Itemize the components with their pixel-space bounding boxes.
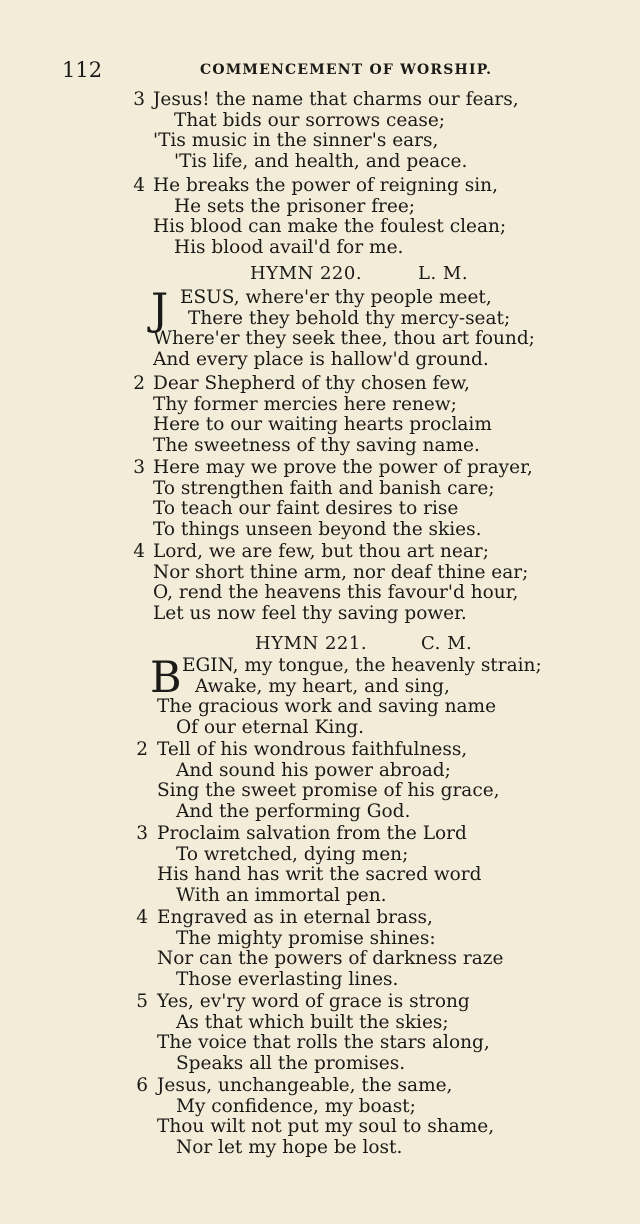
running-title: COMMENCEMENT OF WORSHIP. xyxy=(200,62,493,78)
verse-line: The gracious work and saving name xyxy=(157,696,497,718)
verse-line: Where'er they seek thee, thou art found; xyxy=(153,328,535,350)
hymn-title: HYMN 220. xyxy=(250,263,363,284)
hymn-heading xyxy=(0,262,640,286)
drop-cap: J xyxy=(151,285,169,335)
verse-line: Yes, ev'ry word of grace is strong xyxy=(157,991,470,1012)
verse-line: There they behold thy mercy-seat; xyxy=(188,307,511,329)
verse-line: 'Tis music in the sinner's ears, xyxy=(153,130,439,152)
verse-number: 2 xyxy=(133,373,145,394)
verse-number: 2 xyxy=(136,739,148,760)
verse-block xyxy=(0,740,640,822)
verse-block xyxy=(0,908,640,990)
verse-line: Thou wilt not put my soul to shame, xyxy=(157,1116,495,1138)
verse-line: The voice that rolls the stars along, xyxy=(157,1032,490,1054)
verse-line: Jesus, unchangeable, the same, xyxy=(157,1075,453,1096)
verse-block xyxy=(0,542,640,624)
verse-number: 3 xyxy=(133,89,145,110)
verse-number: 3 xyxy=(136,823,148,844)
verse-block xyxy=(0,1076,640,1158)
verse-line: And sound his power abroad; xyxy=(176,759,451,781)
verse-line: Speaks all the promises. xyxy=(176,1052,406,1074)
verse-line: My confidence, my boast; xyxy=(176,1095,416,1117)
verse-block xyxy=(0,90,640,172)
verse-line: He breaks the power of reigning sin, xyxy=(153,175,498,196)
hymn-title: HYMN 221. xyxy=(255,633,368,654)
hymn-meter: L. M. xyxy=(418,263,469,284)
hymn-heading xyxy=(0,632,640,656)
verse-line: Engraved as in eternal brass, xyxy=(157,907,433,928)
verse-line: Thy former mercies here renew; xyxy=(153,393,457,415)
verse-number: 4 xyxy=(133,541,145,562)
page-number: 112 xyxy=(62,58,103,82)
verse-line: He sets the prisoner free; xyxy=(174,195,416,217)
verse-line: Lord, we are few, but thou art near; xyxy=(153,541,489,562)
verse-line: Nor can the powers of darkness raze xyxy=(157,948,504,970)
verse-line: His blood avail'd for me. xyxy=(174,236,404,258)
verse-line: Those everlasting lines. xyxy=(176,968,399,990)
verse-line: And every place is hallow'd ground. xyxy=(153,348,489,370)
verse-line: As that which built the skies; xyxy=(176,1011,449,1033)
verse-number: 6 xyxy=(136,1075,148,1096)
verse-line: EGIN, my tongue, the heavenly strain; xyxy=(182,655,542,676)
verse-line: Tell of his wondrous faithfulness, xyxy=(157,739,468,760)
hymn-meter: C. M. xyxy=(421,633,473,654)
verse-line: Here to our waiting hearts proclaim xyxy=(153,414,492,436)
verse-line: Jesus! the name that charms our fears, xyxy=(153,89,519,110)
verse-line: 'Tis life, and health, and peace. xyxy=(174,150,468,172)
verse-line: Let us now feel thy saving power. xyxy=(153,602,467,624)
verse-block xyxy=(0,285,640,370)
verse-line: Proclaim salvation from the Lord xyxy=(157,823,467,844)
verse-line: The sweetness of thy saving name. xyxy=(153,434,480,456)
verse-line: That bids our sorrows cease; xyxy=(174,109,446,131)
verse-line: To things unseen beyond the skies. xyxy=(153,518,482,540)
verse-line: His hand has writ the sacred word xyxy=(157,864,482,886)
verse-line: O, rend the heavens this favour'd hour, xyxy=(153,582,519,604)
verse-line: Of our eternal King. xyxy=(176,716,364,738)
verse-line: Nor let my hope be lost. xyxy=(176,1136,403,1158)
verse-line: His blood can make the foulest clean; xyxy=(153,216,507,238)
verse-line: Sing the sweet promise of his grace, xyxy=(157,780,500,802)
verse-line: Dear Shepherd of thy chosen few, xyxy=(153,373,470,394)
page-header xyxy=(62,58,544,84)
verse-block xyxy=(0,653,640,738)
verse-block xyxy=(0,824,640,906)
verse-block xyxy=(0,374,640,456)
verse-line: To wretched, dying men; xyxy=(176,843,409,865)
verse-number: 4 xyxy=(136,907,148,928)
verse-line: To strengthen faith and banish care; xyxy=(153,477,495,499)
verse-line: Nor short thine arm, nor deaf thine ear; xyxy=(153,561,529,583)
verse-number: 4 xyxy=(133,175,145,196)
verse-line: The mighty promise shines: xyxy=(176,927,436,949)
verse-line: With an immortal pen. xyxy=(176,884,387,906)
verse-block xyxy=(0,458,640,540)
verse-line: To teach our faint desires to rise xyxy=(153,498,459,520)
verse-block xyxy=(0,992,640,1074)
verse-line: ESUS, where'er thy people meet, xyxy=(180,287,492,308)
verse-number: 5 xyxy=(136,991,148,1012)
verse-line: And the performing God. xyxy=(176,800,411,822)
drop-cap: B xyxy=(150,653,182,703)
verse-line: Here may we prove the power of prayer, xyxy=(153,457,533,478)
verse-number: 3 xyxy=(133,457,145,478)
verse-block xyxy=(0,176,640,258)
verse-line: Awake, my heart, and sing, xyxy=(195,675,450,697)
